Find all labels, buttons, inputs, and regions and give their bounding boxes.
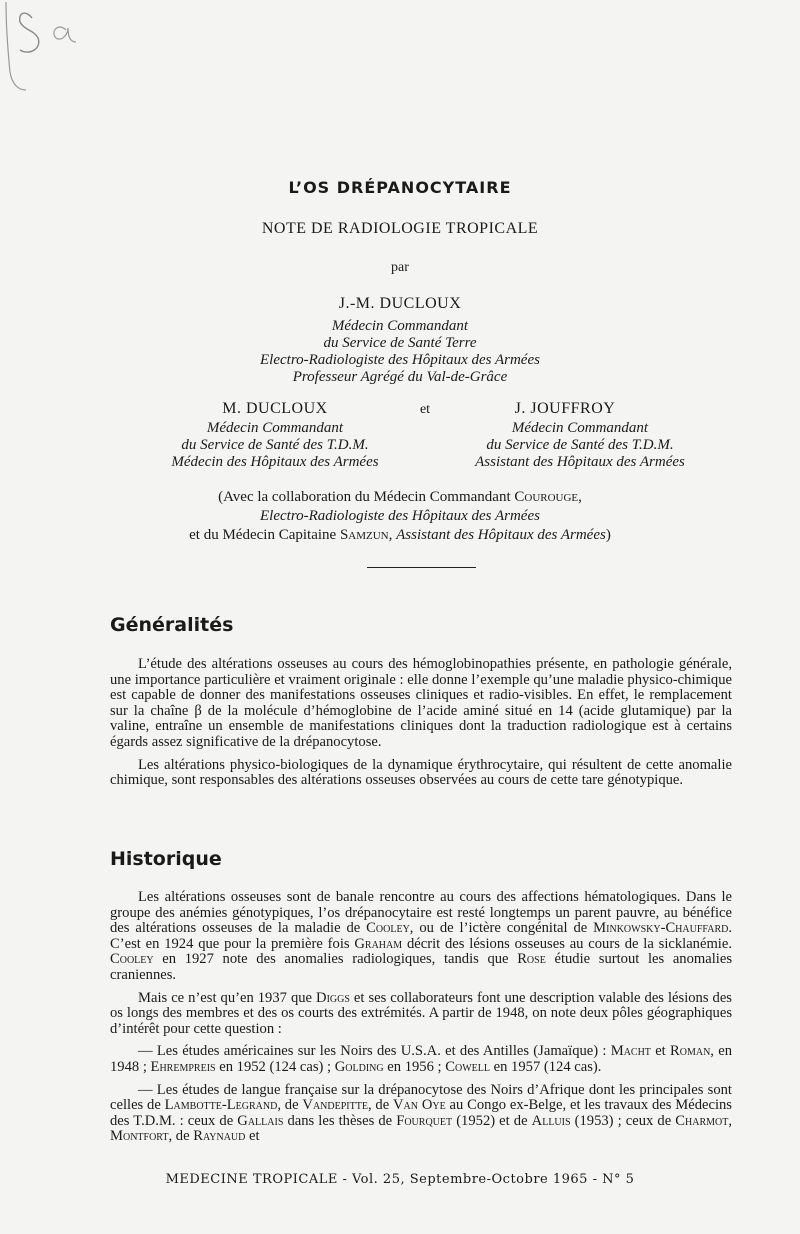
author-1-name: J.-M. DUCLOUX <box>338 295 462 312</box>
journal-footer: MEDECINE TROPICALE - Vol. 25, Septembre-Octobre 1965 - N° 5 <box>165 1172 635 1187</box>
paragraph: — Les études de langue française sur la drépanocytose des Noirs d’Afrique dont les principales sont celles de Lambotte-Legrand, de Vandepitte, de Van Oye au Congo ex-Belge, et les travaux des Médecins des T.D.M. : ceux de Gallais dans les thèses de Fourquet (1952) et de Alluis (1953) ; ceux de Charmot, Montfort, de Raynaud et <box>110 1081 732 1145</box>
paragraph: Mais ce n’est qu’en 1937 que Diggs et ses collaborateurs font une description valable des lésions des os longs des membres et des os courts des extrémités. A partir de 1948, on note deux pôles géographiques d’intérêt pour cette question : <box>110 989 732 1037</box>
author-3-name: J. JOUFFROY <box>514 400 616 417</box>
by-line: par <box>391 260 409 275</box>
section-heading-generalites: Généralités <box>110 614 234 636</box>
author-2-affiliation: Médecin Commandant du Service de Santé des T.D.M. Médecin des Hôpitaux des Armées <box>171 420 379 470</box>
separator-rule <box>367 567 476 568</box>
collaboration-note: (Avec la collaboration du Médecin Commandant Courouge, Electro-Radiologiste des Hôpitaux des Armées et du Médecin Capitaine Samzun, Assistant des Hôpitaux des Armées) <box>189 489 611 543</box>
paragraph: L’étude des altérations osseuses au cours des hémoglobinopathies présente, en pathologie générale, une importance particulière et vraiment originale : elle donne l’exemple qu’une maladie physico-chimique est capable de donner des manifestations osseuses cliniques et radio-visibles. En effet, le remplacement sur la chaîne β de la molécule d’hémoglobine de l’acide aminé situé en 14 (acide glutamique) par la valine, entraîne un ensemble de manifestations cliniques dont la traduction radiologique est à certains égards assez significative de la drépanocytose. <box>110 656 732 750</box>
paper-subtitle: NOTE DE RADIOLOGIE TROPICALE <box>261 220 539 237</box>
author-1-affiliation: Médecin Commandant du Service de Santé Terre Electro-Radiologiste des Hôpitaux des Armées Professeur Agrégé du Val-de-Grâce <box>260 318 540 385</box>
section-historique-body <box>110 890 732 1145</box>
author-3-affiliation: Médecin Commandant du Service de Santé des T.D.M. Assistant des Hôpitaux des Armées <box>475 420 685 470</box>
section-generalites-body <box>110 657 732 789</box>
paragraph: Les altérations osseuses sont de banale rencontre au cours des affections hématologiques. Dans le groupe des anémies génotypiques, l’os drépanocytaire est resté longtemps un parent pauvre, au bénéfice des altérations osseuses de la maladie de Cooley, ou de l’ictère congénital de Minkowsky-Chauffard. C’est en 1924 que pour la première fois Graham décrit des lésions osseuses au cours de la sicklanémie. Cooley en 1927 note des anomalies radiologiques, tandis que Rose étudie surtout les anomalies craniennes. <box>110 889 732 983</box>
section-heading-historique: Historique <box>110 848 222 870</box>
paragraph: Les altérations physico-biologiques de la dynamique érythrocytaire, qui résultent de cette anomalie chimique, sont responsables des altérations osseuses observées au cours de cette tare génotypique. <box>110 756 732 789</box>
author-2-name: M. DUCLOUX <box>222 400 328 417</box>
paper-title: L’OS DRÉPANOCYTAIRE <box>288 178 512 197</box>
paragraph: — Les études américaines sur les Noirs des U.S.A. et des Antilles (Jamaïque) : Macht et Roman, en 1948 ; Ehrempreis en 1952 (124 cas) ; Golding en 1956 ; Cowell en 1957 (124 cas). <box>110 1043 732 1075</box>
and-separator: et <box>419 402 431 417</box>
handwritten-annotation <box>4 2 114 92</box>
